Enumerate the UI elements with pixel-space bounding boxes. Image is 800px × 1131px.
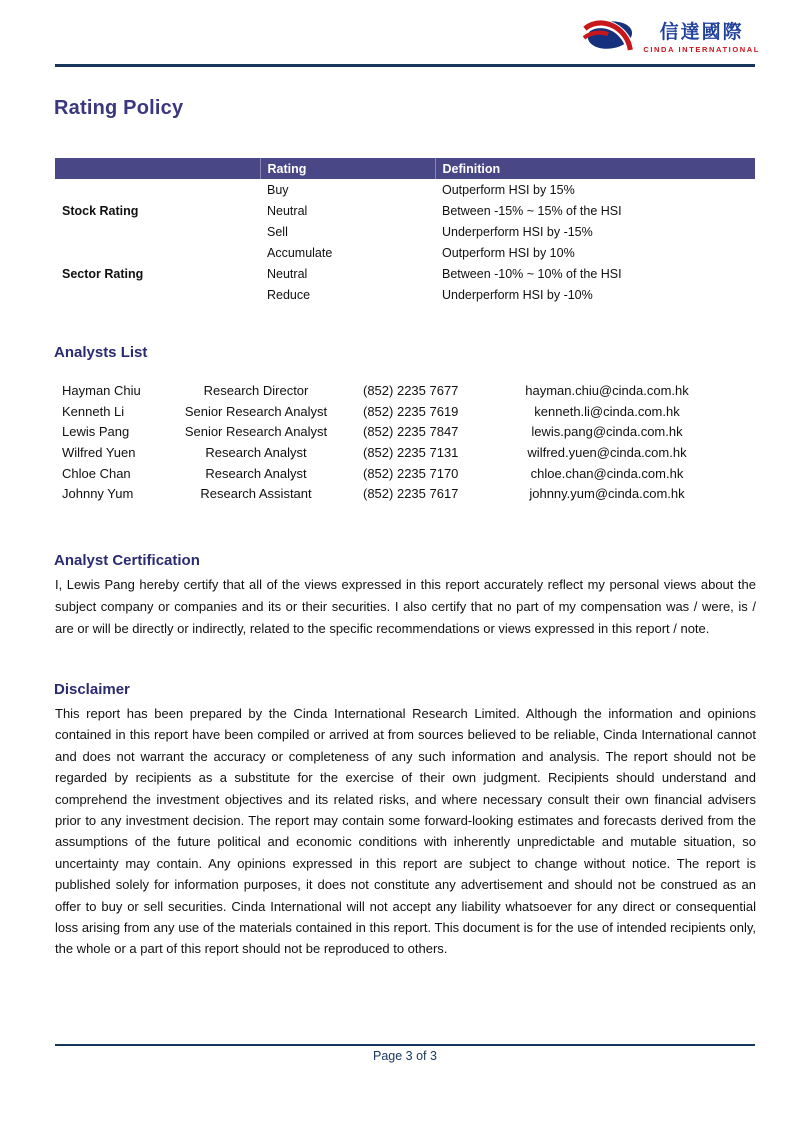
analyst-row — [55, 421, 755, 442]
table-row — [55, 179, 755, 200]
analyst-phone: (852) 2235 7617 — [363, 486, 459, 502]
analyst-title: Research Analyst — [205, 444, 307, 460]
analyst-phone: (852) 2235 7847 — [363, 424, 459, 440]
analyst-phone: (852) 2235 7619 — [363, 403, 459, 419]
analyst-name: Chloe Chan — [62, 465, 131, 481]
analyst-row — [55, 442, 755, 463]
analyst-row — [55, 463, 755, 484]
analyst-title: Senior Research Analyst — [184, 424, 328, 440]
blank-header-cell — [55, 158, 260, 179]
analyst-email: chloe.chan@cinda.com.hk — [530, 465, 684, 481]
definition-cell: Between -15% ~ 15% of the HSI — [442, 203, 622, 218]
rating-cell: Reduce — [267, 287, 311, 302]
analyst-phone: (852) 2235 7170 — [363, 465, 459, 481]
rating-policy-table — [55, 158, 755, 305]
analyst-email: kenneth.li@cinda.com.hk — [534, 403, 680, 419]
analyst-title: Senior Research Analyst — [184, 403, 328, 419]
analyst-name: Wilfred Yuen — [62, 444, 136, 460]
analyst-name: Johnny Yum — [62, 486, 134, 502]
analyst-email: wilfred.yuen@cinda.com.hk — [527, 444, 687, 460]
analyst-email: lewis.pang@cinda.com.hk — [531, 424, 683, 440]
disclaimer-heading: Disclaimer — [54, 681, 130, 698]
analyst-row — [55, 483, 755, 504]
definition-cell: Outperform HSI by 10% — [442, 245, 575, 260]
analyst-row — [55, 401, 755, 422]
table-row — [55, 242, 755, 263]
definition-column-header: Definition — [435, 158, 755, 179]
analyst-name: Kenneth Li — [62, 403, 125, 419]
analyst-certification-heading: Analyst Certification — [54, 552, 200, 569]
rating-cell: Neutral — [267, 203, 308, 218]
analyst-phone: (852) 2235 7131 — [363, 444, 459, 460]
definition-cell: Underperform HSI by -15% — [442, 224, 593, 239]
analyst-title: Research Analyst — [205, 465, 307, 481]
analyst-email: johnny.yum@cinda.com.hk — [529, 486, 685, 502]
logo-english-name: CINDA INTERNATIONAL — [643, 45, 760, 55]
analyst-name: Hayman Chiu — [62, 382, 141, 398]
analyst-title: Research Assistant — [200, 486, 312, 502]
analyst-email: hayman.chiu@cinda.com.hk — [525, 382, 689, 398]
rating-cell: Accumulate — [267, 245, 333, 260]
definition-cell: Between -10% ~ 10% of the HSI — [442, 266, 622, 281]
rating-cell: Buy — [267, 182, 289, 197]
analysts-list-heading: Analysts List — [54, 344, 148, 361]
group-label-stock-rating: Stock Rating — [62, 203, 139, 218]
definition-cell: Outperform HSI by 15% — [442, 182, 575, 197]
footer-rule — [55, 1044, 755, 1046]
analyst-row — [55, 380, 755, 401]
company-logo — [583, 16, 760, 61]
analysts-table — [55, 380, 755, 504]
rating-table-header-row — [55, 158, 755, 179]
analyst-name: Lewis Pang — [62, 424, 130, 440]
disclaimer-text: This report has been prepared by the Cinda International Research Limited. Although the information and opinions contained in this report have been compiled or arrived at from sources believed to be reliable, Cinda International cannot and does not warrant the accuracy or completeness of any such information and analysis. The report should not be regarded by recipients as a substitute for the exercise of their own judgment. Recipients should understand and comprehend the investment objectives and its related risks, and where necessary consult their own financial advisers prior to any investment decision. The report may contain some forward-looking estimates and forecasts derived from the assumptions of the future political and economic conditions with inherently unpredictable and mutable situation, so uncertainty may contain. Any opinions expressed in this report are subject to change without notice. The report is published solely for information purposes, it does not constitute any advertisement and should not be construed as an offer to buy or sell securities. Cinda International will not accept any liability whatsoever for any direct or consequential loss arising from any use of the materials contained in this report. This document is for the use of intended recipients only, the whole or a part of this report should not be reproduced to others. — [55, 706, 756, 957]
rating-cell: Neutral — [267, 266, 308, 281]
rating-column-header: Rating — [260, 158, 435, 179]
analyst-phone: (852) 2235 7677 — [363, 382, 459, 398]
definition-cell: Underperform HSI by -10% — [442, 287, 593, 302]
rating-cell: Sell — [267, 224, 288, 239]
analyst-title: Research Director — [203, 382, 309, 398]
analyst-certification-text: I, Lewis Pang hereby certify that all of the views expressed in this report accurately reflect my personal views about the subject company or companies and its or their securities. I also certify that no part of my compensation was / were, is / are or will be directly or indirectly, related to the specific recommendations or views expressed in this report / note. — [55, 577, 756, 636]
page-number: Page 3 of 3 — [373, 1049, 437, 1063]
header-rule — [55, 64, 755, 67]
cinda-swoosh-icon — [583, 16, 635, 61]
logo-chinese-name: 信達國際 — [659, 21, 744, 43]
group-label-sector-rating: Sector Rating — [62, 266, 144, 281]
page-title: Rating Policy — [54, 97, 184, 119]
